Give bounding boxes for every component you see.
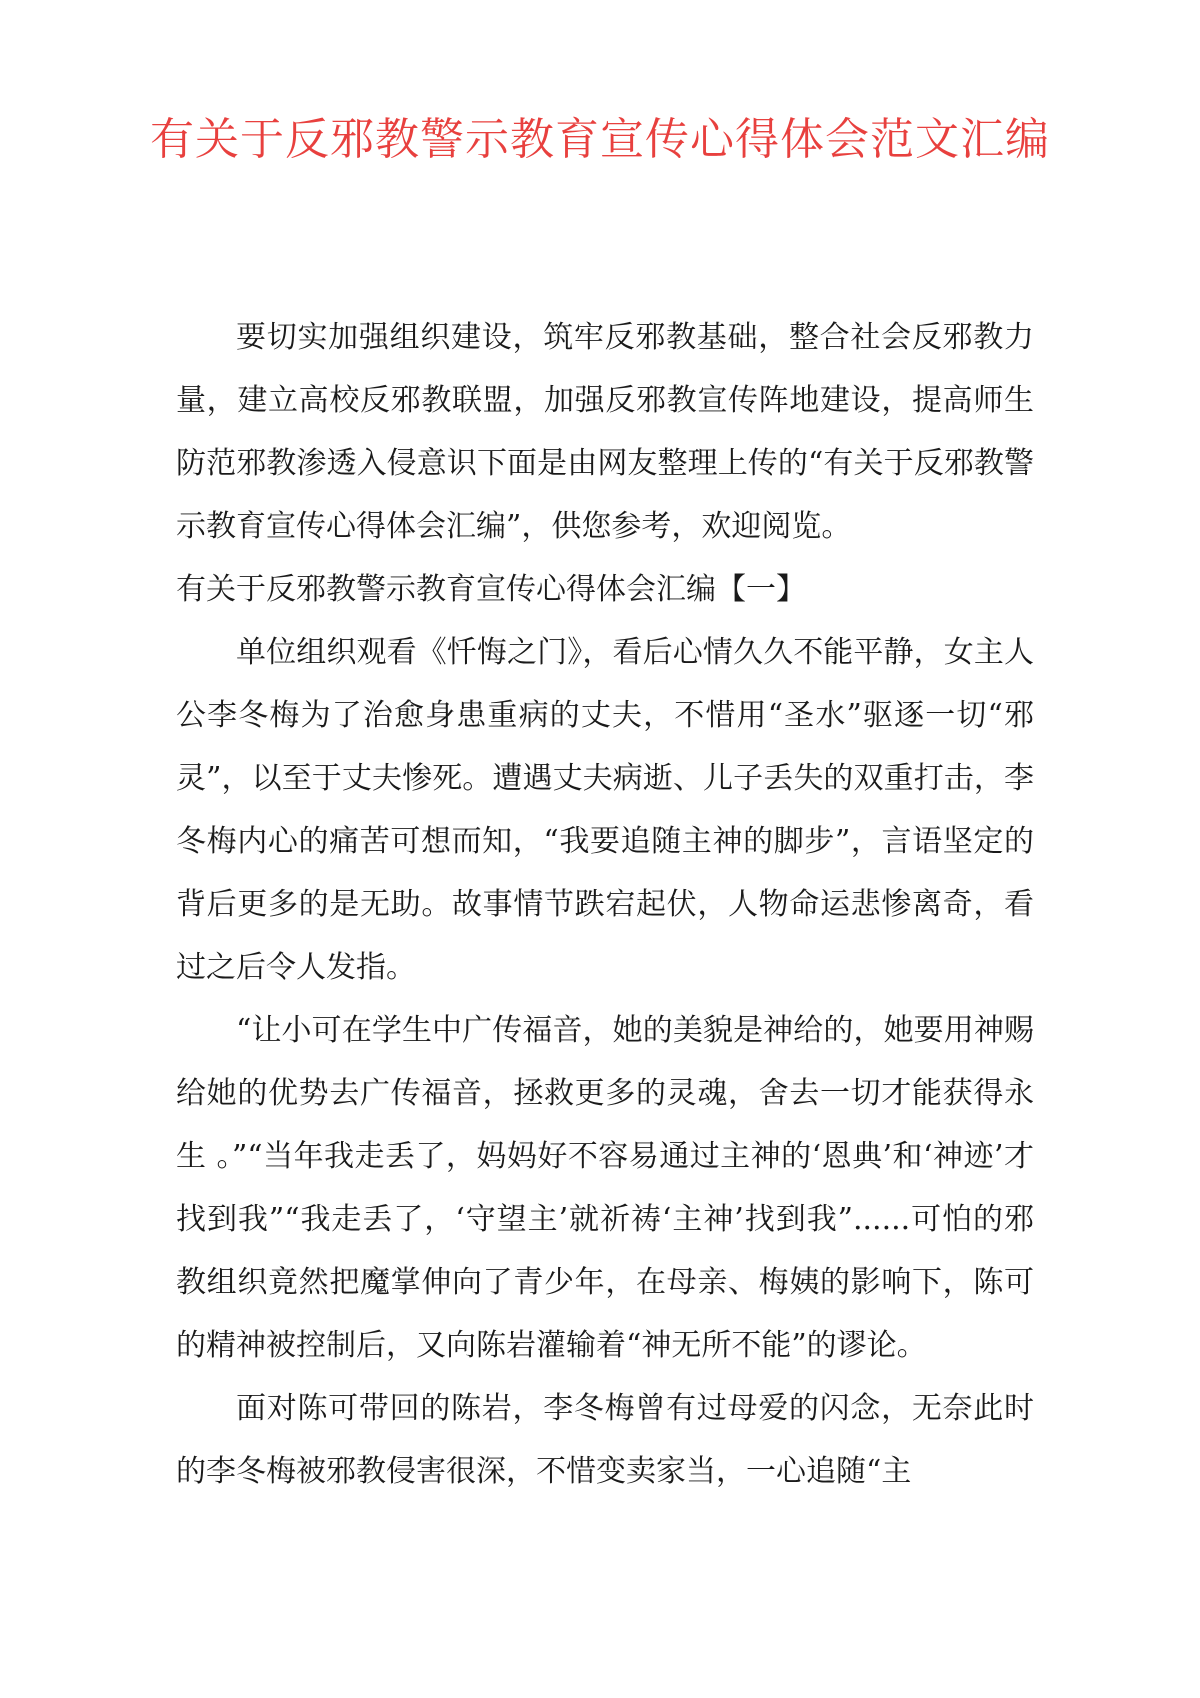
body-paragraph: 面对陈可带回的陈岩，李冬梅曾有过母爱的闪念，无奈此时的李冬梅被邪教侵害很深，不惜变卖家当，一心追随“主 xyxy=(176,1391,1034,1489)
body-paragraph: 单位组织观看《忏悔之门》，看后心情久久不能平静，女主人公李冬梅为了治愈身患重病的丈夫，不惜用“圣水”驱逐一切“邪灵”，以至于丈夫惨死。遭遇丈夫病逝、儿子丢失的双重打击，李冬梅内心的痛苦可想而知，“我要追随主神的脚步”，言语坚定的背后更多的是无助。故事情节跌宕起伏，人物命运悲惨离奇，看过之后令人发指。 xyxy=(176,635,1034,985)
body-paragraph: “让小可在学生中广传福音，她的美貌是神给的，她要用神赐给她的优势去广传福音，拯救更多的灵魂，舍去一切才能获得永生 。”“当年我走丢了，妈妈好不容易通过主神的‘恩典’和‘神迹’才找到我”“我走丢了，‘守望主’就祈祷‘主神’找到我”......可怕的邪教组织竟然把魔掌伸向了青少年，在母亲、梅姨的影响下，陈可的精神被控制后，又向陈岩灌输着“神无所不能”的谬论。 xyxy=(176,1013,1034,1363)
document-title: 有关于反邪教警示教育宣传心得体会范文汇编 xyxy=(150,114,1050,165)
intro-paragraph: 要切实加强组织建设，筑牢反邪教基础，整合社会反邪教力量，建立高校反邪教联盟，加强反邪教宣传阵地建设，提高师生防范邪教渗透入侵意识下面是由网友整理上传的“有关于反邪教警示教育宣传心得体会汇编”，供您参考，欢迎阅览。 xyxy=(176,320,1034,544)
document-body xyxy=(176,306,1034,1503)
section-heading: 有关于反邪教警示教育宣传心得体会汇编【一】 xyxy=(176,572,806,607)
